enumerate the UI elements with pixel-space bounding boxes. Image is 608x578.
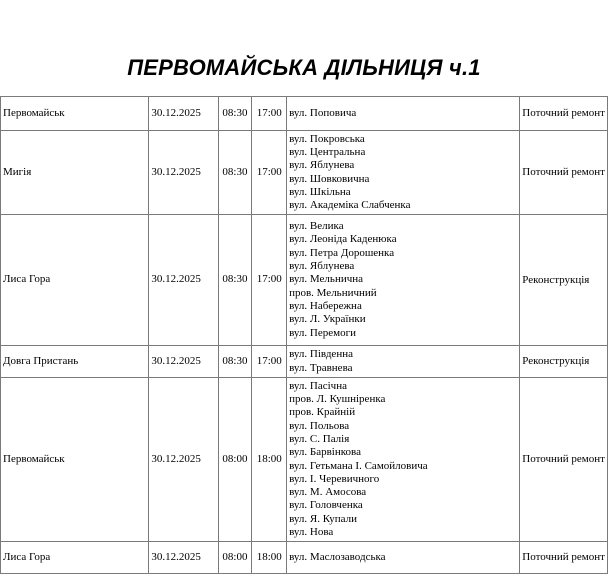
street-item: вул. Леоніда Каденюка	[289, 233, 397, 246]
page-title: ПЕРВОМАЙСЬКА ДІЛЬНИЦЯ ч.1	[127, 55, 481, 80]
street-item: вул. Центральна	[289, 145, 366, 158]
date-cell: 30.12.2025	[149, 346, 218, 378]
date-cell: 30.12.2025	[149, 542, 218, 574]
streets-cell	[287, 215, 520, 346]
end-time-cell: 17:00	[252, 215, 287, 346]
street-item: пров. Мельничний	[289, 286, 377, 299]
start-time-cell: 08:00	[218, 542, 252, 574]
street-item: вул. Яблунева	[289, 159, 355, 172]
date-cell: 30.12.2025	[149, 97, 218, 131]
street-item: вул. Гетьмана І. Самойловича	[289, 459, 428, 472]
settlement-cell: Лиса Гора	[1, 215, 149, 346]
end-time-cell: 18:00	[252, 378, 287, 542]
street-item: вул. Маслозаводська	[289, 550, 386, 563]
street-item: вул. Л. Українки	[289, 313, 366, 326]
date-cell: 30.12.2025	[149, 131, 218, 215]
table-row	[1, 215, 608, 346]
streets-cell	[287, 542, 520, 574]
work-type-cell: Поточний ремонт	[520, 97, 608, 131]
street-item: вул. Головченка	[289, 499, 363, 512]
settlement-cell: Лиса Гора	[1, 542, 149, 574]
end-time-cell: 17:00	[252, 97, 287, 131]
settlement-cell: Довга Пристань	[1, 346, 149, 378]
street-item: вул. Перемоги	[289, 326, 356, 339]
date-cell: 30.12.2025	[149, 215, 218, 346]
end-time-cell: 18:00	[252, 542, 287, 574]
street-item: вул. Травнева	[289, 361, 353, 374]
streets-cell	[287, 346, 520, 378]
street-item: вул. С. Палія	[289, 432, 350, 445]
street-item: вул. Південна	[289, 348, 353, 361]
start-time-cell: 08:00	[218, 378, 252, 542]
street-item: вул. Академіка Слабченка	[289, 199, 411, 212]
street-item: вул. Велика	[289, 220, 344, 233]
settlement-cell: Первомайськ	[1, 97, 149, 131]
end-time-cell: 17:00	[252, 131, 287, 215]
street-item: вул. Пасічна	[289, 379, 347, 392]
work-type-cell: Поточний ремонт	[520, 131, 608, 215]
work-type-cell: Реконструкція	[520, 215, 608, 346]
end-time-cell: 17:00	[252, 346, 287, 378]
table-row	[1, 131, 608, 215]
street-item: вул. І. Черевичного	[289, 472, 380, 485]
streets-cell	[287, 131, 520, 215]
start-time-cell: 08:30	[218, 346, 252, 378]
table-row	[1, 346, 608, 378]
work-type-cell: Реконструкція	[520, 346, 608, 378]
street-item: вул. Набережна	[289, 299, 362, 312]
start-time-cell: 08:30	[218, 215, 252, 346]
street-item: вул. Барвінкова	[289, 446, 361, 459]
start-time-cell: 08:30	[218, 97, 252, 131]
table-row	[1, 378, 608, 542]
table-row	[1, 97, 608, 131]
street-item: вул. Яблунева	[289, 260, 355, 273]
street-item: пров. Л. Кушніренка	[289, 393, 386, 406]
street-item: вул. Мельнична	[289, 273, 364, 286]
settlement-cell: Первомайськ	[1, 378, 149, 542]
street-item: вул. Нова	[289, 525, 334, 538]
outage-schedule-table	[0, 96, 608, 574]
date-cell: 30.12.2025	[149, 378, 218, 542]
street-item: пров. Крайній	[289, 406, 356, 419]
streets-cell	[287, 97, 520, 131]
table-row	[1, 542, 608, 574]
street-item: вул. Польова	[289, 419, 350, 432]
street-item: вул. Я. Купали	[289, 512, 358, 525]
street-item: вул. Поповича	[289, 106, 357, 119]
streets-cell	[287, 378, 520, 542]
work-type-cell: Поточний ремонт	[520, 542, 608, 574]
street-item: вул. Петра Дорошенка	[289, 246, 395, 259]
work-type-cell: Поточний ремонт	[520, 378, 608, 542]
settlement-cell: Мигія	[1, 131, 149, 215]
start-time-cell: 08:30	[218, 131, 252, 215]
street-item: вул. М. Амосова	[289, 486, 367, 499]
street-item: вул. Шовковична	[289, 172, 370, 185]
street-item: вул. Покровська	[289, 132, 365, 145]
street-item: вул. Шкільна	[289, 185, 351, 198]
